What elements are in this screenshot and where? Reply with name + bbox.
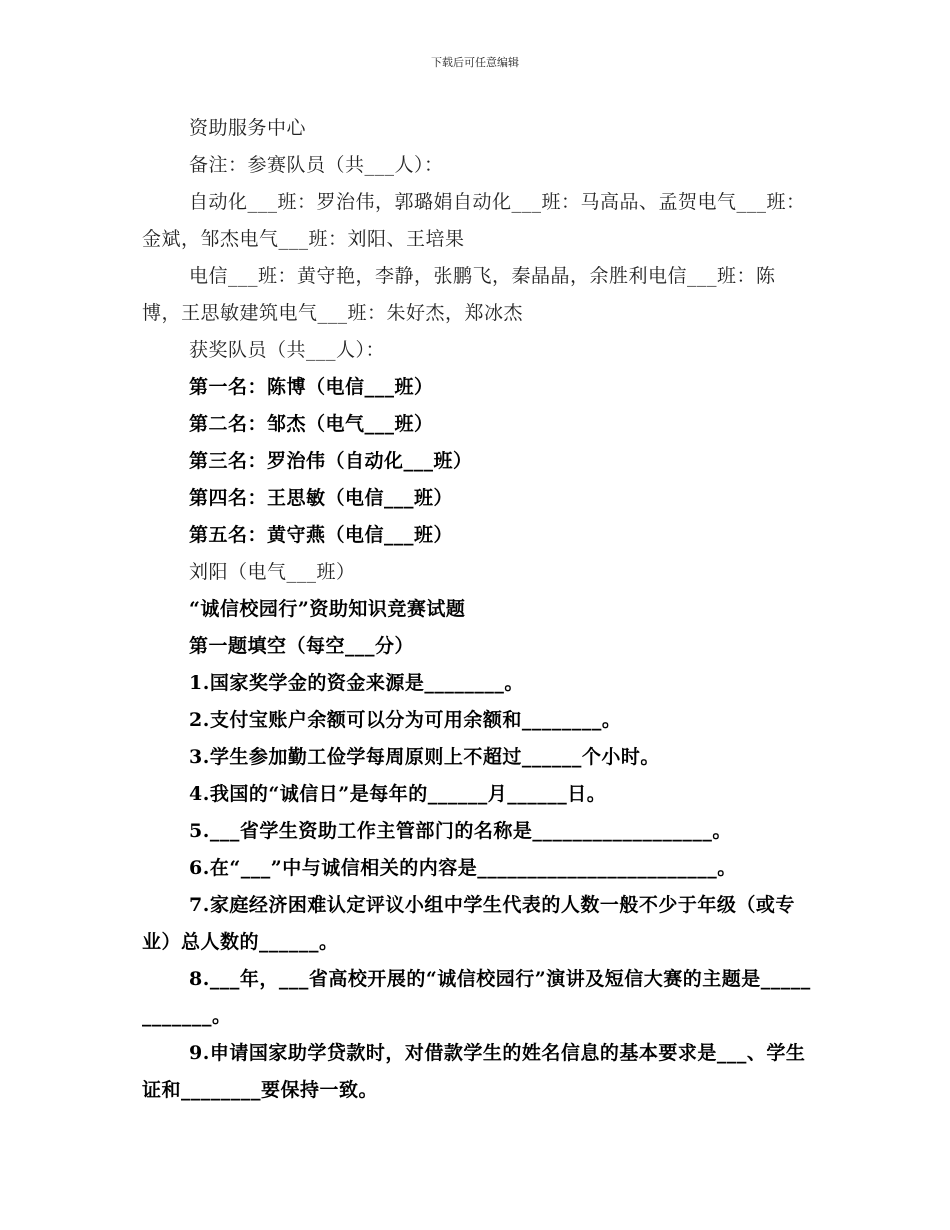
document-body bbox=[142, 110, 812, 1109]
paragraph-11: 刘阳（电气___班） bbox=[189, 561, 356, 583]
question-9: 9.申请国家助学贷款时，对借款学生的姓名信息的基本要求是___、学生证和________要保持一致。 bbox=[142, 1042, 806, 1101]
paragraph-1: 资助服务中心 bbox=[189, 117, 307, 139]
question-3: 3.学生参加勤工俭学每周原则上不超过______个小时。 bbox=[189, 746, 660, 768]
award-second: 第二名：邹杰（电气___班） bbox=[189, 413, 434, 435]
award-first: 第一名：陈博（电信___班） bbox=[189, 376, 434, 398]
award-fifth: 第五名：黄守燕（电信___班） bbox=[189, 524, 454, 546]
paragraph-5: 获奖队员（共___人）： bbox=[189, 339, 386, 361]
section-title: “诚信校园行”资助知识竞赛试题 bbox=[189, 598, 466, 620]
question-1: 1.国家奖学金的资金来源是________。 bbox=[189, 672, 524, 694]
paragraph-3: 自动化___班：罗治伟，郭璐娟自动化___班：马高品、孟贺电气___班：金斌，邹杰电气___班：刘阳、王培果 bbox=[142, 191, 806, 250]
question-4: 4.我国的“诚信日”是每年的______月______日。 bbox=[189, 783, 607, 805]
question-group-title: 第一题填空（每空___分） bbox=[189, 635, 415, 657]
question-7: 7.家庭经济困难认定评议小组中学生代表的人数一般不少于年级（或专业）总人数的______。 bbox=[142, 894, 795, 953]
question-5: 5.___省学生资助工作主管部门的名称是__________________。 bbox=[189, 820, 732, 842]
award-third: 第三名：罗治伟（自动化___班） bbox=[189, 450, 473, 472]
paragraph-4: 电信___班：黄守艳，李静，张鹏飞，秦晶晶，余胜利电信___班：陈博，王思敏建筑电气___班：朱好杰，郑冰杰 bbox=[142, 265, 776, 324]
question-8: 8.___年，___省高校开展的“诚信校园行”演讲及短信大赛的主题是____________。 bbox=[142, 968, 811, 1027]
award-fourth: 第四名：王思敏（电信___班） bbox=[189, 487, 454, 509]
question-2: 2.支付宝账户余额可以分为可用余额和________。 bbox=[189, 709, 622, 731]
question-6: 6.在“___”中与诚信相关的内容是________________________。 bbox=[189, 857, 737, 879]
page-header: 下载后可任意编辑 bbox=[431, 56, 519, 69]
paragraph-2: 备注：参赛队员（共___人）： bbox=[189, 154, 444, 176]
